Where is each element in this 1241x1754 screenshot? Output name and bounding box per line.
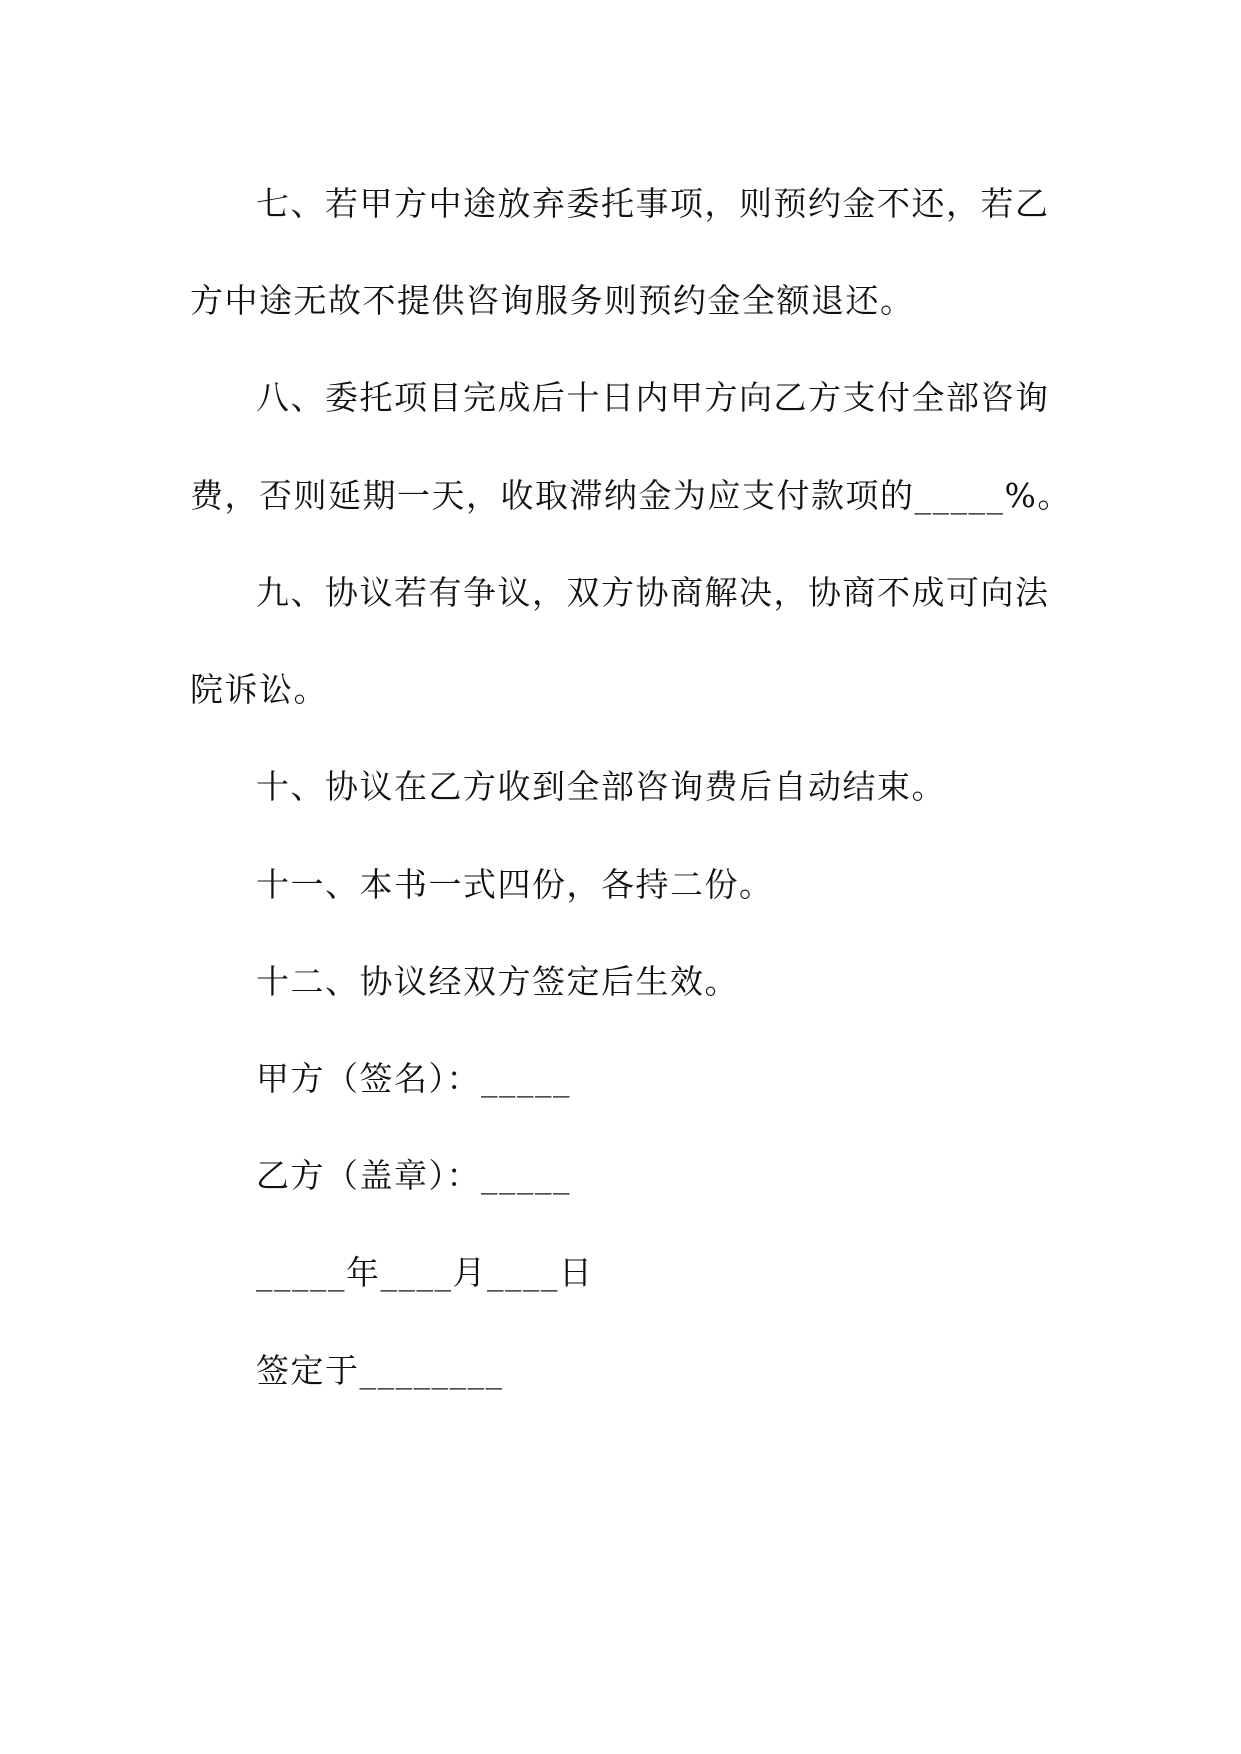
- clause-9-line-1: 九、协议若有争议，双方协商解决，协商不成可向法: [256, 573, 1050, 612]
- clause-8-line-2: 费，否则延期一天，收取滞纳金为应支付款项的_____%。: [190, 476, 1072, 515]
- signed-at: 签定于________: [256, 1351, 504, 1390]
- clause-12: 十二、协议经双方签定后生效。: [256, 962, 739, 1001]
- clause-9-line-2: 院诉讼。: [190, 670, 328, 709]
- clause-11: 十一、本书一式四份，各持二份。: [256, 865, 774, 904]
- clause-7-line-2: 方中途无故不提供咨询服务则预约金全额退还。: [190, 281, 915, 320]
- clause-7-line-1: 七、若甲方中途放弃委托事项，则预约金不还，若乙: [256, 184, 1050, 223]
- clause-10: 十、协议在乙方收到全部咨询费后自动结束。: [256, 767, 946, 806]
- party-a-signature: 甲方（签名）：_____: [256, 1059, 571, 1098]
- date-line: _____年____月____日: [256, 1253, 594, 1292]
- clause-8-line-1: 八、委托项目完成后十日内甲方向乙方支付全部咨询: [256, 378, 1050, 417]
- party-b-seal: 乙方（盖章）：_____: [256, 1156, 571, 1195]
